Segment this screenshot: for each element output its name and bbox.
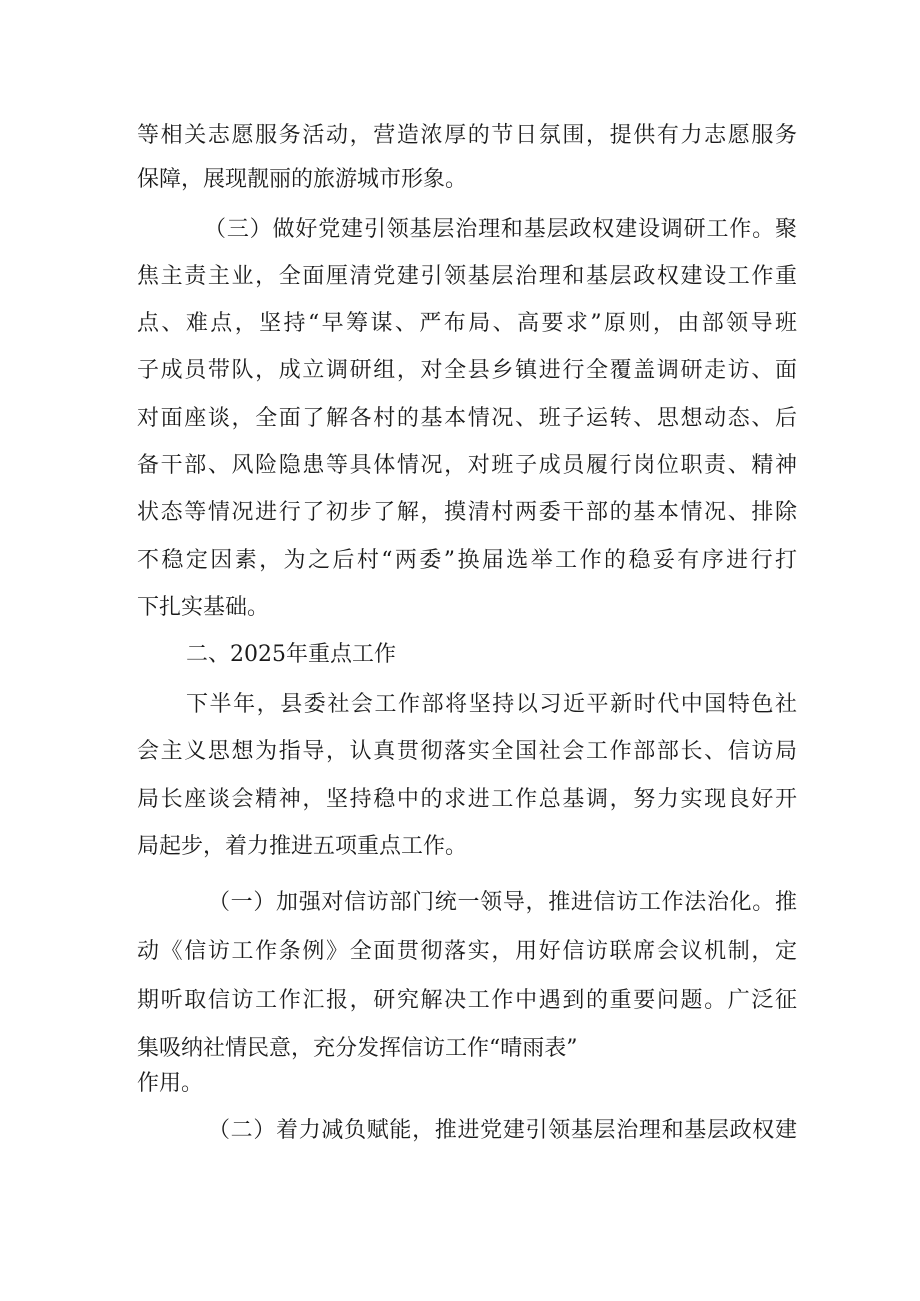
body-line: 等相关志愿服务活动，营造浓厚的节日氛围，提供有力志愿服务 bbox=[137, 123, 797, 148]
section-heading-3: （三）做好党建引领基层治理和基层政权建设调研工作。聚 bbox=[204, 217, 797, 242]
section-heading-1: （一）加强对信访部门统一领导，推进信访工作法治化。推 bbox=[208, 890, 797, 915]
body-line: 状态等情况进行了初步了解，摸清村两委干部的基本情况、排除 bbox=[137, 500, 797, 525]
body-line: 点、难点，坚持“早筹谋、严布局、高要求”原则，由部领导班 bbox=[137, 311, 797, 336]
body-line: 下扎实基础。 bbox=[137, 595, 270, 620]
body-line: 局长座谈会精神，坚持稳中的求进工作总基调，努力实现良好开 bbox=[137, 787, 797, 812]
body-line: 子成员带队，成立调研组，对全县乡镇进行全覆盖调研走访、面 bbox=[137, 358, 797, 383]
body-line: 焦主责主业，全面厘清党建引领基层治理和基层政权建设工作重 bbox=[137, 264, 797, 289]
body-line: 会主义思想为指导，认真贯彻落实全国社会工作部部长、信访局 bbox=[137, 739, 797, 764]
body-line: 对面座谈，全面了解各村的基本情况、班子运转、思想动态、后 bbox=[137, 406, 797, 431]
body-line: 期听取信访工作汇报，研究解决工作中遇到的重要问题。广泛征 bbox=[137, 988, 797, 1013]
body-line: 局起步，着力推进五项重点工作。 bbox=[137, 834, 468, 859]
chapter-heading-2: 二、2025年重点工作 bbox=[186, 642, 396, 667]
section-heading-2: （二）着力减负赋能，推进党建引领基层治理和基层政权建 bbox=[208, 1118, 797, 1143]
body-line: 集吸纳社情民意，充分发挥信访工作“晴雨表” bbox=[137, 1036, 578, 1061]
body-line: 作用。 bbox=[137, 1071, 204, 1096]
body-line: 下半年，县委社会工作部将坚持以习近平新时代中国特色社 bbox=[186, 692, 797, 717]
body-line: 保障，展现靓丽的旅游城市形象。 bbox=[137, 167, 468, 192]
body-line: 动《信访工作条例》全面贯彻落实，用好信访联席会议机制，定 bbox=[137, 939, 797, 964]
body-line: 备干部、风险隐患等具体情况，对班子成员履行岗位职责、精神 bbox=[137, 453, 797, 478]
body-line: 不稳定因素，为之后村“两委”换届选举工作的稳妥有序进行打 bbox=[137, 548, 797, 573]
